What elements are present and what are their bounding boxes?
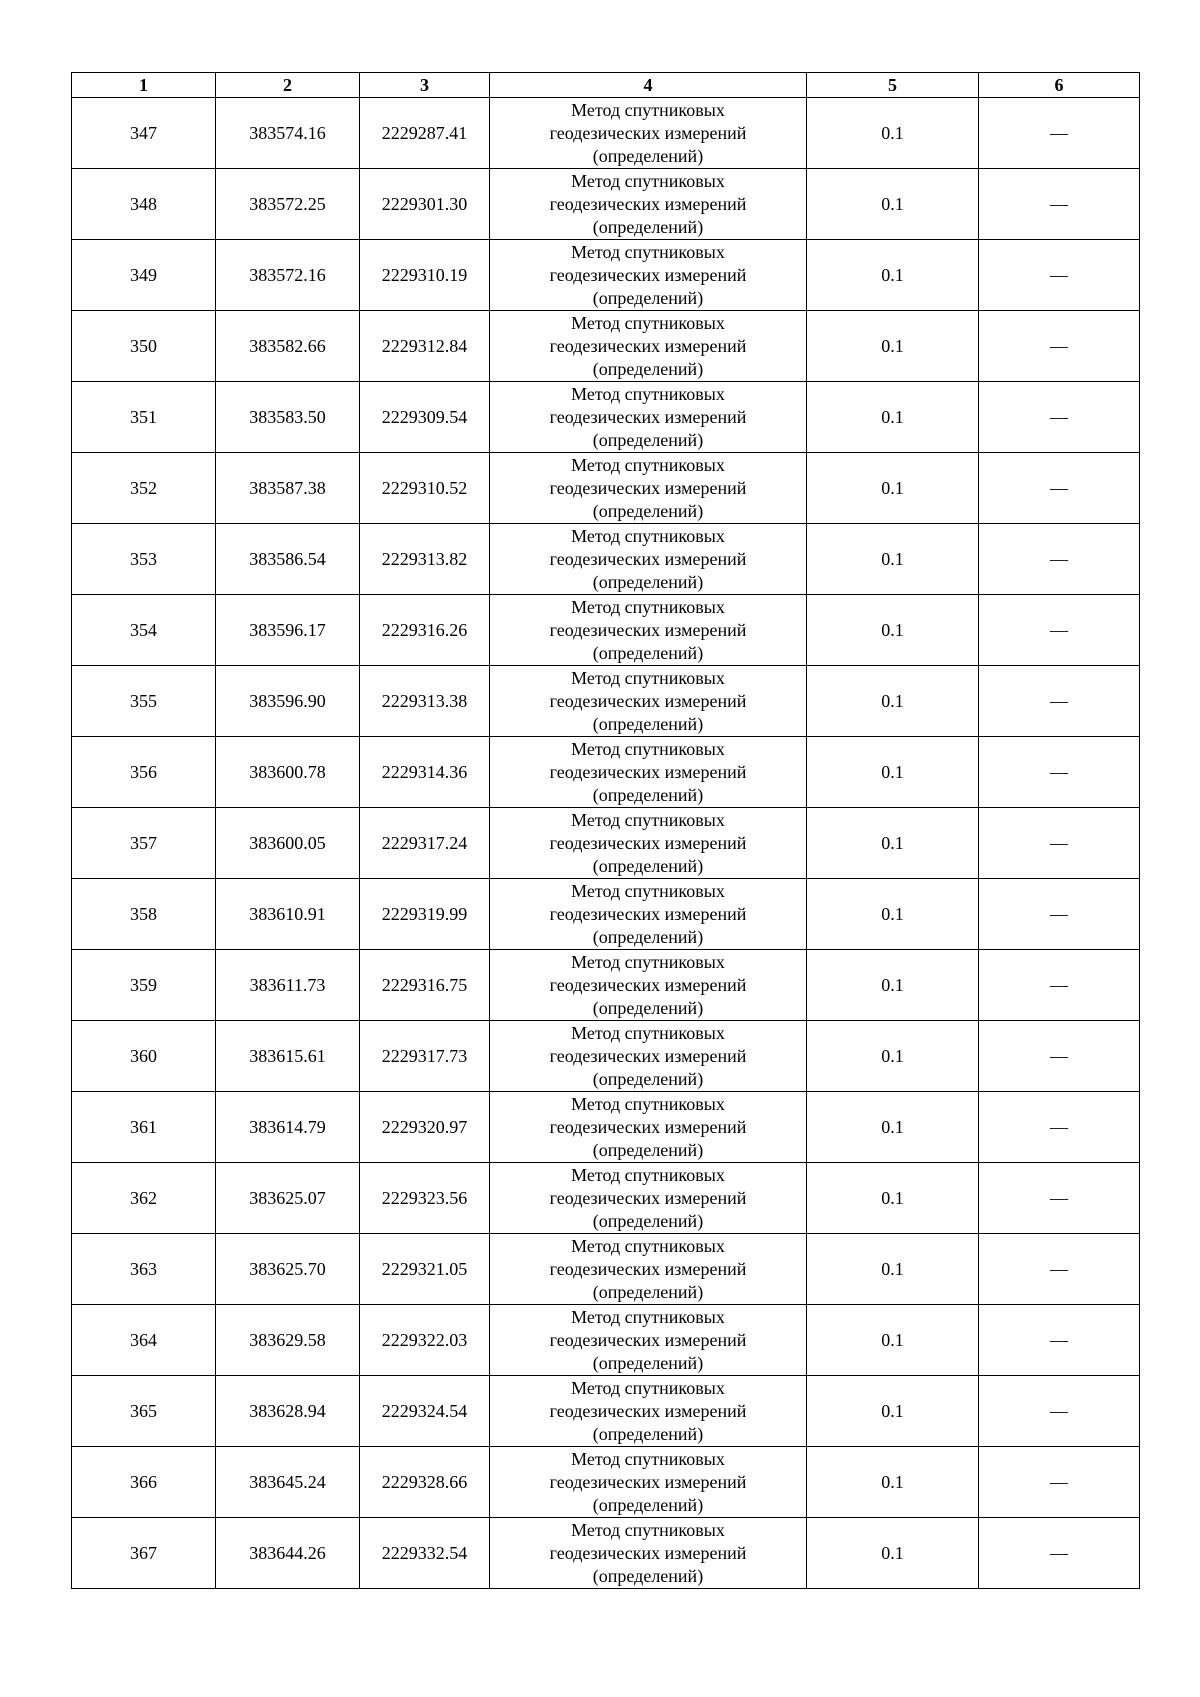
- method-line: геодезических измерений: [549, 1258, 747, 1279]
- method-line: Метод спутниковых: [571, 1093, 725, 1114]
- table-row: [72, 240, 1140, 311]
- method-line: Метод спутниковых: [571, 1235, 725, 1256]
- method-cell: [490, 950, 807, 1021]
- method-line: геодезических измерений: [549, 335, 747, 356]
- accuracy-cell: 0.1: [807, 1376, 979, 1447]
- x-coordinate-cell: 383611.73: [216, 950, 360, 1021]
- method-line: геодезических измерений: [549, 761, 747, 782]
- point-number-cell: 366: [72, 1447, 216, 1518]
- table-row: [72, 1234, 1140, 1305]
- note-cell: —: [979, 950, 1140, 1021]
- x-coordinate-cell: 383625.07: [216, 1163, 360, 1234]
- y-coordinate-cell: 2229332.54: [360, 1518, 490, 1589]
- header-col-3: 3: [360, 73, 490, 98]
- accuracy-cell: 0.1: [807, 1092, 979, 1163]
- point-number-cell: 357: [72, 808, 216, 879]
- method-cell: [490, 524, 807, 595]
- y-coordinate-cell: 2229316.75: [360, 950, 490, 1021]
- accuracy-cell: 0.1: [807, 98, 979, 169]
- accuracy-cell: 0.1: [807, 382, 979, 453]
- method-cell: [490, 1518, 807, 1589]
- note-cell: —: [979, 311, 1140, 382]
- method-cell: [490, 1163, 807, 1234]
- table-row: [72, 1447, 1140, 1518]
- accuracy-cell: 0.1: [807, 1447, 979, 1518]
- note-cell: —: [979, 1305, 1140, 1376]
- point-number-cell: 352: [72, 453, 216, 524]
- x-coordinate-cell: 383582.66: [216, 311, 360, 382]
- method-cell: [490, 98, 807, 169]
- method-line: геодезических измерений: [549, 264, 747, 285]
- note-cell: —: [979, 453, 1140, 524]
- note-cell: —: [979, 808, 1140, 879]
- x-coordinate-cell: 383614.79: [216, 1092, 360, 1163]
- note-cell: —: [979, 240, 1140, 311]
- method-cell: [490, 1305, 807, 1376]
- method-cell: [490, 666, 807, 737]
- table-row: [72, 169, 1140, 240]
- point-number-cell: 353: [72, 524, 216, 595]
- method-line: Метод спутниковых: [571, 383, 725, 404]
- x-coordinate-cell: 383600.05: [216, 808, 360, 879]
- method-line: Метод спутниковых: [571, 1164, 725, 1185]
- x-coordinate-cell: 383645.24: [216, 1447, 360, 1518]
- method-cell: [490, 1021, 807, 1092]
- method-line: Метод спутниковых: [571, 170, 725, 191]
- method-line: (определений): [592, 855, 704, 876]
- table-row: [72, 808, 1140, 879]
- method-line: геодезических измерений: [549, 619, 747, 640]
- method-cell: [490, 595, 807, 666]
- coordinates-table: [71, 72, 1140, 1589]
- table-row: [72, 1092, 1140, 1163]
- point-number-cell: 359: [72, 950, 216, 1021]
- table-header: [72, 73, 1140, 98]
- method-line: (определений): [592, 1068, 704, 1089]
- note-cell: —: [979, 1234, 1140, 1305]
- table-row: [72, 311, 1140, 382]
- note-cell: —: [979, 737, 1140, 808]
- y-coordinate-cell: 2229323.56: [360, 1163, 490, 1234]
- method-line: Метод спутниковых: [571, 809, 725, 830]
- method-cell: [490, 453, 807, 524]
- method-line: Метод спутниковых: [571, 312, 725, 333]
- y-coordinate-cell: 2229310.19: [360, 240, 490, 311]
- accuracy-cell: 0.1: [807, 737, 979, 808]
- point-number-cell: 363: [72, 1234, 216, 1305]
- note-cell: —: [979, 1447, 1140, 1518]
- note-cell: —: [979, 1518, 1140, 1589]
- method-line: (определений): [592, 997, 704, 1018]
- method-line: (определений): [592, 145, 704, 166]
- y-coordinate-cell: 2229316.26: [360, 595, 490, 666]
- method-line: Метод спутниковых: [571, 525, 725, 546]
- y-coordinate-cell: 2229287.41: [360, 98, 490, 169]
- accuracy-cell: 0.1: [807, 311, 979, 382]
- method-line: геодезических измерений: [549, 690, 747, 711]
- method-line: Метод спутниковых: [571, 1306, 725, 1327]
- method-line: Метод спутниковых: [571, 99, 725, 120]
- table-row: [72, 1305, 1140, 1376]
- y-coordinate-cell: 2229301.30: [360, 169, 490, 240]
- method-cell: [490, 1376, 807, 1447]
- method-line: геодезических измерений: [549, 1116, 747, 1137]
- accuracy-cell: 0.1: [807, 1163, 979, 1234]
- accuracy-cell: 0.1: [807, 524, 979, 595]
- table-row: [72, 453, 1140, 524]
- method-cell: [490, 169, 807, 240]
- method-line: геодезических измерений: [549, 1045, 747, 1066]
- method-cell: [490, 1092, 807, 1163]
- note-cell: —: [979, 879, 1140, 950]
- y-coordinate-cell: 2229317.73: [360, 1021, 490, 1092]
- accuracy-cell: 0.1: [807, 808, 979, 879]
- method-line: Метод спутниковых: [571, 454, 725, 475]
- method-line: Метод спутниковых: [571, 1448, 725, 1469]
- point-number-cell: 360: [72, 1021, 216, 1092]
- method-line: геодезических измерений: [549, 1471, 747, 1492]
- point-number-cell: 354: [72, 595, 216, 666]
- point-number-cell: 348: [72, 169, 216, 240]
- y-coordinate-cell: 2229320.97: [360, 1092, 490, 1163]
- method-line: Метод спутниковых: [571, 951, 725, 972]
- x-coordinate-cell: 383644.26: [216, 1518, 360, 1589]
- method-line: (определений): [592, 642, 704, 663]
- point-number-cell: 365: [72, 1376, 216, 1447]
- method-line: Метод спутниковых: [571, 1519, 725, 1540]
- method-line: геодезических измерений: [549, 406, 747, 427]
- note-cell: —: [979, 666, 1140, 737]
- table-row: [72, 382, 1140, 453]
- method-line: (определений): [592, 1139, 704, 1160]
- accuracy-cell: 0.1: [807, 666, 979, 737]
- method-cell: [490, 240, 807, 311]
- x-coordinate-cell: 383587.38: [216, 453, 360, 524]
- x-coordinate-cell: 383572.16: [216, 240, 360, 311]
- header-row: [72, 73, 1140, 98]
- method-line: (определений): [592, 784, 704, 805]
- table-row: [72, 1518, 1140, 1589]
- method-line: геодезических измерений: [549, 122, 747, 143]
- method-line: геодезических измерений: [549, 548, 747, 569]
- note-cell: —: [979, 1021, 1140, 1092]
- y-coordinate-cell: 2229309.54: [360, 382, 490, 453]
- x-coordinate-cell: 383600.78: [216, 737, 360, 808]
- x-coordinate-cell: 383629.58: [216, 1305, 360, 1376]
- method-line: (определений): [592, 500, 704, 521]
- method-line: (определений): [592, 1565, 704, 1586]
- method-line: (определений): [592, 926, 704, 947]
- y-coordinate-cell: 2229313.38: [360, 666, 490, 737]
- method-line: Метод спутниковых: [571, 738, 725, 759]
- accuracy-cell: 0.1: [807, 1305, 979, 1376]
- method-line: Метод спутниковых: [571, 667, 725, 688]
- accuracy-cell: 0.1: [807, 169, 979, 240]
- method-line: геодезических измерений: [549, 477, 747, 498]
- method-cell: [490, 311, 807, 382]
- method-line: (определений): [592, 571, 704, 592]
- x-coordinate-cell: 383596.17: [216, 595, 360, 666]
- point-number-cell: 351: [72, 382, 216, 453]
- point-number-cell: 367: [72, 1518, 216, 1589]
- method-line: (определений): [592, 1423, 704, 1444]
- method-line: (определений): [592, 1494, 704, 1515]
- x-coordinate-cell: 383615.61: [216, 1021, 360, 1092]
- note-cell: —: [979, 524, 1140, 595]
- method-line: геодезических измерений: [549, 1187, 747, 1208]
- table-row: [72, 879, 1140, 950]
- y-coordinate-cell: 2229314.36: [360, 737, 490, 808]
- point-number-cell: 362: [72, 1163, 216, 1234]
- accuracy-cell: 0.1: [807, 1518, 979, 1589]
- note-cell: —: [979, 169, 1140, 240]
- y-coordinate-cell: 2229322.03: [360, 1305, 490, 1376]
- table-row: [72, 1021, 1140, 1092]
- y-coordinate-cell: 2229317.24: [360, 808, 490, 879]
- y-coordinate-cell: 2229313.82: [360, 524, 490, 595]
- x-coordinate-cell: 383625.70: [216, 1234, 360, 1305]
- x-coordinate-cell: 383610.91: [216, 879, 360, 950]
- method-line: геодезических измерений: [549, 1329, 747, 1350]
- method-cell: [490, 808, 807, 879]
- method-cell: [490, 1447, 807, 1518]
- point-number-cell: 361: [72, 1092, 216, 1163]
- point-number-cell: 349: [72, 240, 216, 311]
- y-coordinate-cell: 2229312.84: [360, 311, 490, 382]
- table-row: [72, 1163, 1140, 1234]
- method-line: Метод спутниковых: [571, 880, 725, 901]
- accuracy-cell: 0.1: [807, 879, 979, 950]
- y-coordinate-cell: 2229321.05: [360, 1234, 490, 1305]
- method-line: геодезических измерений: [549, 974, 747, 995]
- method-line: (определений): [592, 358, 704, 379]
- method-line: геодезических измерений: [549, 903, 747, 924]
- method-line: геодезических измерений: [549, 832, 747, 853]
- table-row: [72, 98, 1140, 169]
- table-row: [72, 1376, 1140, 1447]
- method-line: (определений): [592, 1352, 704, 1373]
- header-col-2: 2: [216, 73, 360, 98]
- table-row: [72, 595, 1140, 666]
- accuracy-cell: 0.1: [807, 595, 979, 666]
- y-coordinate-cell: 2229328.66: [360, 1447, 490, 1518]
- table-row: [72, 524, 1140, 595]
- header-col-5: 5: [807, 73, 979, 98]
- point-number-cell: 364: [72, 1305, 216, 1376]
- method-line: геодезических измерений: [549, 193, 747, 214]
- x-coordinate-cell: 383628.94: [216, 1376, 360, 1447]
- note-cell: —: [979, 595, 1140, 666]
- method-line: Метод спутниковых: [571, 1377, 725, 1398]
- point-number-cell: 358: [72, 879, 216, 950]
- header-col-4: 4: [490, 73, 807, 98]
- method-cell: [490, 879, 807, 950]
- point-number-cell: 355: [72, 666, 216, 737]
- table-row: [72, 737, 1140, 808]
- note-cell: —: [979, 1163, 1140, 1234]
- note-cell: —: [979, 1376, 1140, 1447]
- point-number-cell: 350: [72, 311, 216, 382]
- x-coordinate-cell: 383596.90: [216, 666, 360, 737]
- x-coordinate-cell: 383583.50: [216, 382, 360, 453]
- y-coordinate-cell: 2229310.52: [360, 453, 490, 524]
- method-cell: [490, 1234, 807, 1305]
- method-line: (определений): [592, 1281, 704, 1302]
- method-line: геодезических измерений: [549, 1400, 747, 1421]
- method-line: (определений): [592, 429, 704, 450]
- method-line: Метод спутниковых: [571, 596, 725, 617]
- method-line: геодезических измерений: [549, 1542, 747, 1563]
- point-number-cell: 347: [72, 98, 216, 169]
- accuracy-cell: 0.1: [807, 950, 979, 1021]
- x-coordinate-cell: 383572.25: [216, 169, 360, 240]
- method-line: (определений): [592, 1210, 704, 1231]
- y-coordinate-cell: 2229324.54: [360, 1376, 490, 1447]
- method-line: Метод спутниковых: [571, 241, 725, 262]
- method-line: (определений): [592, 287, 704, 308]
- table-row: [72, 950, 1140, 1021]
- method-line: Метод спутниковых: [571, 1022, 725, 1043]
- x-coordinate-cell: 383574.16: [216, 98, 360, 169]
- note-cell: —: [979, 382, 1140, 453]
- accuracy-cell: 0.1: [807, 453, 979, 524]
- accuracy-cell: 0.1: [807, 1021, 979, 1092]
- note-cell: —: [979, 98, 1140, 169]
- header-col-1: 1: [72, 73, 216, 98]
- note-cell: —: [979, 1092, 1140, 1163]
- method-line: (определений): [592, 713, 704, 734]
- point-number-cell: 356: [72, 737, 216, 808]
- method-cell: [490, 382, 807, 453]
- accuracy-cell: 0.1: [807, 240, 979, 311]
- accuracy-cell: 0.1: [807, 1234, 979, 1305]
- y-coordinate-cell: 2229319.99: [360, 879, 490, 950]
- table-body: [72, 98, 1140, 1589]
- header-col-6: 6: [979, 73, 1140, 98]
- method-cell: [490, 737, 807, 808]
- x-coordinate-cell: 383586.54: [216, 524, 360, 595]
- table-row: [72, 666, 1140, 737]
- method-line: (определений): [592, 216, 704, 237]
